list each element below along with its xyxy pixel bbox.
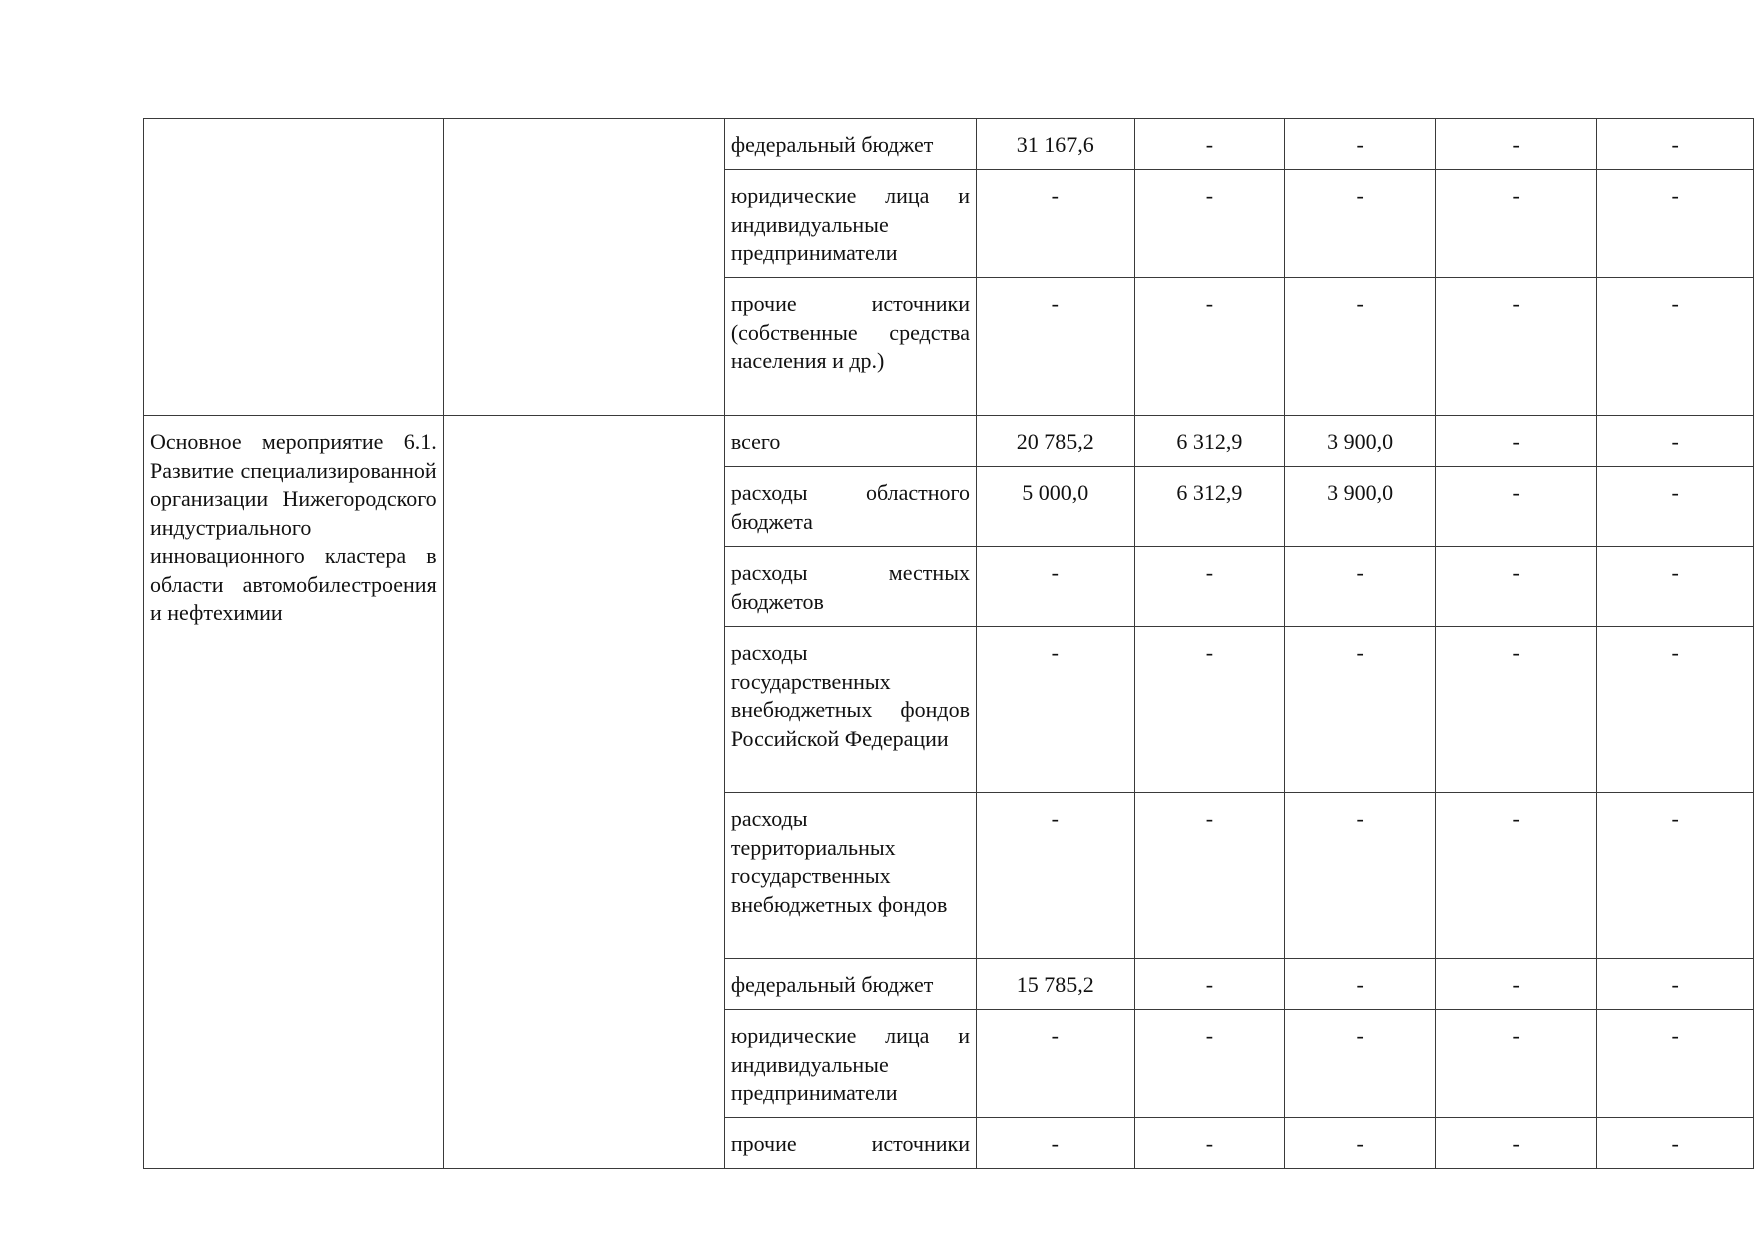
value-cell: - (1134, 627, 1285, 793)
value-cell: - (1436, 170, 1597, 278)
source-label: расходы территориальных государственных внебюджетных фондов (724, 793, 976, 959)
value-cell: - (1134, 119, 1285, 170)
table-row (144, 119, 1754, 170)
value-cell: - (1597, 170, 1754, 278)
source-label: расходы областного бюджета (724, 467, 976, 547)
value-cell: - (1134, 1010, 1285, 1118)
responsible-cell (443, 119, 724, 416)
source-label: юридические лица и индивидуальные предприниматели (724, 1010, 976, 1118)
funding-table (143, 118, 1754, 1169)
value-cell: - (1285, 119, 1436, 170)
value-cell: - (1436, 793, 1597, 959)
source-label: федеральный бюджет (724, 959, 976, 1010)
value-cell: - (1285, 1010, 1436, 1118)
value-cell: - (1597, 627, 1754, 793)
value-cell: - (1134, 1118, 1285, 1169)
value-cell: - (1436, 959, 1597, 1010)
source-label: федеральный бюджет (724, 119, 976, 170)
value-cell: - (1436, 467, 1597, 547)
value-cell: 5 000,0 (976, 467, 1134, 547)
value-cell: - (976, 547, 1134, 627)
value-cell: - (1597, 119, 1754, 170)
value-cell: - (1436, 278, 1597, 416)
source-label: всего (724, 416, 976, 467)
source-label: прочие источники (724, 1118, 976, 1169)
value-cell: - (1436, 547, 1597, 627)
value-cell: - (1436, 627, 1597, 793)
value-cell: - (1597, 416, 1754, 467)
value-cell: - (1436, 1010, 1597, 1118)
activity-name-cell (144, 119, 444, 416)
table-row (144, 416, 1754, 467)
value-cell: - (1436, 416, 1597, 467)
value-cell: 6 312,9 (1134, 416, 1285, 467)
value-cell: 3 900,0 (1285, 467, 1436, 547)
value-cell: - (976, 170, 1134, 278)
value-cell: - (1597, 959, 1754, 1010)
source-label: расходы местных бюджетов (724, 547, 976, 627)
source-label: расходы государственных внебюджетных фондов Российской Федерации (724, 627, 976, 793)
value-cell: - (1285, 170, 1436, 278)
value-cell: - (976, 627, 1134, 793)
value-cell: - (1285, 959, 1436, 1010)
value-cell: - (1597, 547, 1754, 627)
value-cell: - (1597, 1118, 1754, 1169)
value-cell: - (1597, 278, 1754, 416)
source-label: прочие источники (собственные средства населения и др.) (724, 278, 976, 416)
value-cell: - (1134, 547, 1285, 627)
value-cell: 31 167,6 (976, 119, 1134, 170)
value-cell: - (976, 793, 1134, 959)
value-cell: - (1285, 627, 1436, 793)
value-cell: - (976, 1118, 1134, 1169)
activity-name-cell: Основное мероприятие 6.1. Развитие специализированной организации Нижегородского индустриального инновационного кластера в области автомобилестроения и нефтехимии (144, 416, 444, 1169)
source-label: юридические лица и индивидуальные предприниматели (724, 170, 976, 278)
value-cell: - (1285, 793, 1436, 959)
value-cell: - (1134, 278, 1285, 416)
value-cell: - (1134, 170, 1285, 278)
value-cell: 6 312,9 (1134, 467, 1285, 547)
value-cell: - (1134, 793, 1285, 959)
value-cell: - (1134, 959, 1285, 1010)
value-cell: - (1597, 1010, 1754, 1118)
value-cell: 20 785,2 (976, 416, 1134, 467)
value-cell: 3 900,0 (1285, 416, 1436, 467)
value-cell: - (1285, 1118, 1436, 1169)
value-cell: - (1285, 547, 1436, 627)
responsible-cell (443, 416, 724, 1169)
value-cell: - (1436, 1118, 1597, 1169)
value-cell: - (1436, 119, 1597, 170)
value-cell: - (976, 278, 1134, 416)
value-cell: - (1285, 278, 1436, 416)
value-cell: - (1597, 467, 1754, 547)
value-cell: - (976, 1010, 1134, 1118)
value-cell: - (1597, 793, 1754, 959)
value-cell: 15 785,2 (976, 959, 1134, 1010)
